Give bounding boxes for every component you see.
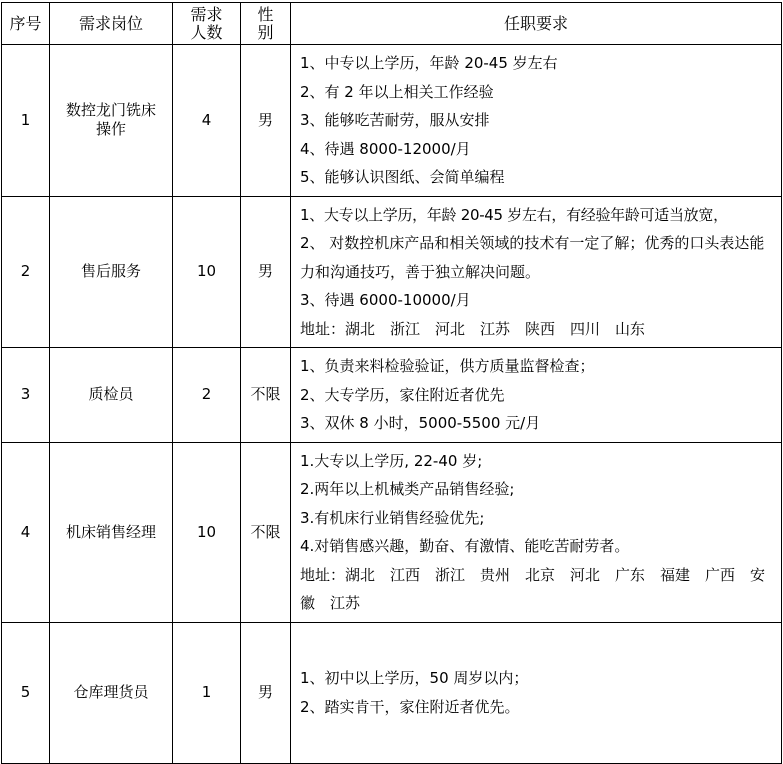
row-position: 数控龙门铣床操作 xyxy=(50,45,173,197)
table-row xyxy=(2,622,782,763)
header-position: 需求岗位 xyxy=(50,3,173,45)
row-gender: 不限 xyxy=(241,348,291,443)
header-gender: 性别 xyxy=(241,3,291,45)
row-headcount: 10 xyxy=(173,442,241,622)
row-serial-number: 5 xyxy=(2,622,50,763)
requirement-line: 3、待遇 6000-10000/月 xyxy=(300,291,471,309)
row-requirements xyxy=(291,442,782,622)
row-position: 仓库理货员 xyxy=(50,622,173,763)
header-serial-number: 序号 xyxy=(2,3,50,45)
requirement-line: 3、双休 8 小时，5000-5500 元/月 xyxy=(300,414,541,432)
requirement-line: 2.两年以上机械类产品销售经验; xyxy=(300,480,515,498)
row-serial-number: 3 xyxy=(2,348,50,443)
row-headcount: 2 xyxy=(173,348,241,443)
table-row xyxy=(2,348,782,443)
row-serial-number: 2 xyxy=(2,196,50,348)
row-serial-number: 4 xyxy=(2,442,50,622)
requirement-line: 3、能够吃苦耐劳，服从安排 xyxy=(300,111,490,129)
row-headcount: 4 xyxy=(173,45,241,197)
row-position: 售后服务 xyxy=(50,196,173,348)
requirement-line: 1.大专以上学历, 22-40 岁; xyxy=(300,451,483,470)
header-requirements: 任职要求 xyxy=(291,3,782,45)
row-position: 机床销售经理 xyxy=(50,442,173,622)
row-gender: 不限 xyxy=(241,442,291,622)
requirement-line: 地址：湖北 江西 浙江 贵州 北京 河北 广东 福建 广西 安徽 江苏 xyxy=(300,565,766,612)
requirement-line: 2、 对数控机床产品和相关领域的技术有一定了解；优秀的口头表达能力和沟通技巧，善于独立解决问题。 xyxy=(300,234,765,281)
job-requirements-table xyxy=(1,2,782,764)
row-position: 质检员 xyxy=(50,348,173,443)
requirement-line: 1、中专以上学历，年龄 20-45 岁左右 xyxy=(300,54,558,72)
row-gender: 男 xyxy=(241,622,291,763)
requirement-line: 1、初中以上学历，50 周岁以内； xyxy=(300,669,529,687)
row-serial-number: 1 xyxy=(2,45,50,197)
row-requirements xyxy=(291,196,782,348)
row-gender: 男 xyxy=(241,45,291,197)
row-requirements xyxy=(291,622,782,763)
requirement-line: 2、有 2 年以上相关工作经验 xyxy=(300,82,494,101)
table-header-row xyxy=(2,3,782,45)
row-requirements xyxy=(291,45,782,197)
row-gender: 男 xyxy=(241,196,291,348)
requirement-line: 4.对销售感兴趣，勤奋、有激情、能吃苦耐劳者。 xyxy=(300,537,630,555)
row-headcount: 10 xyxy=(173,196,241,348)
requirement-line: 2、大专学历，家住附近者优先 xyxy=(300,385,505,404)
requirement-line: 5、能够认识图纸、会简单编程 xyxy=(300,168,505,186)
header-headcount: 需求人数 xyxy=(173,3,241,45)
table-row xyxy=(2,45,782,197)
table-row xyxy=(2,196,782,348)
table-row xyxy=(2,442,782,622)
requirement-line: 1、大专以上学历，年龄 20-45 岁左右，有经验年龄可适当放宽， xyxy=(300,205,728,224)
row-headcount: 1 xyxy=(173,622,241,763)
requirement-line: 1、负责来料检验验证，供方质量监督检查； xyxy=(300,357,595,375)
requirement-line: 地址：湖北 浙江 河北 江苏 陕西 四川 山东 xyxy=(300,319,646,338)
row-requirements xyxy=(291,348,782,443)
requirement-line: 3.有机床行业销售经验优先; xyxy=(300,508,485,527)
requirement-line: 2、踏实肯干，家住附近者优先。 xyxy=(300,697,520,716)
requirement-line: 4、待遇 8000-12000/月 xyxy=(300,139,471,158)
